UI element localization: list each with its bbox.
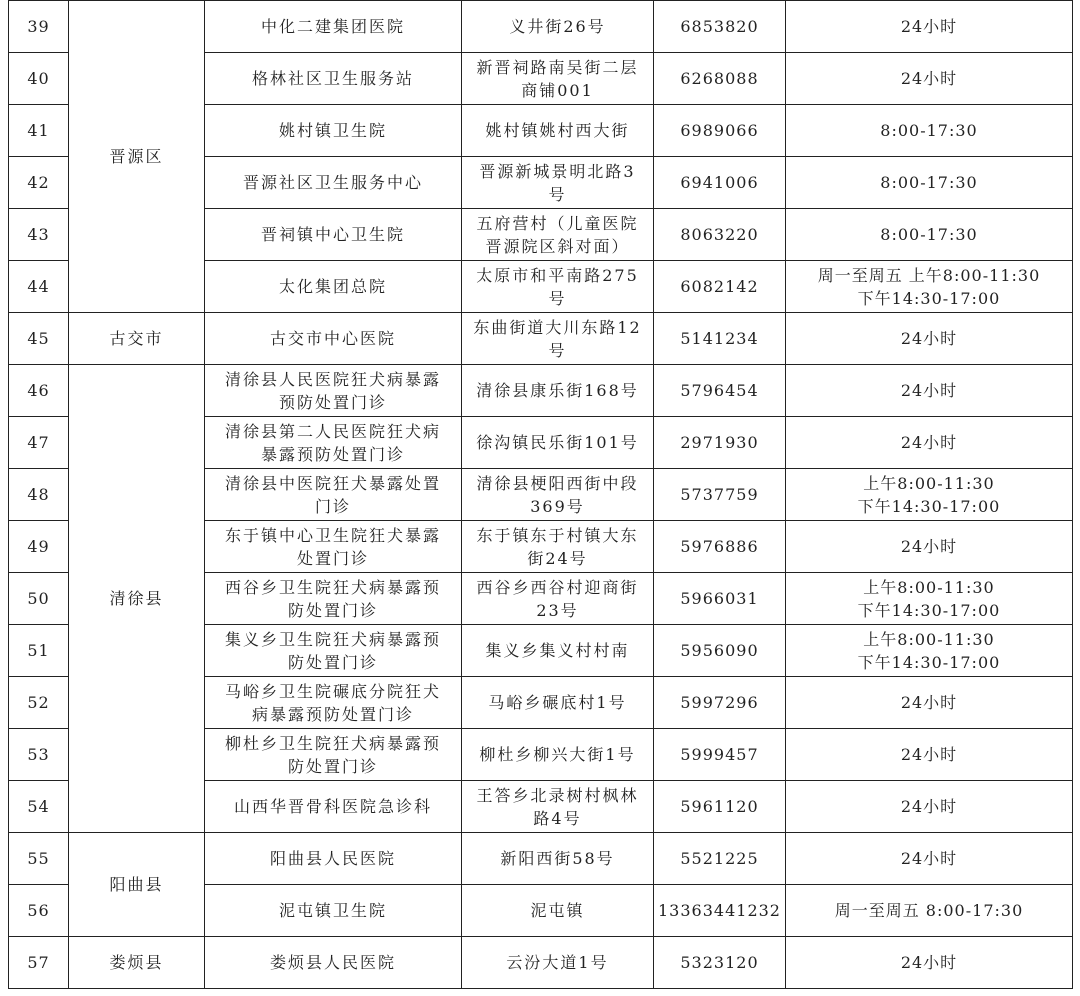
hours-cell xyxy=(786,781,1073,833)
hours-cell xyxy=(786,833,1073,885)
hours-cell xyxy=(786,677,1073,729)
address-cell-line: 晋源院区斜对面） xyxy=(485,236,630,256)
hours-cell xyxy=(786,625,1073,677)
phone-cell: 6941006 xyxy=(654,157,786,209)
hospital-name-line: 阳曲县人民医院 xyxy=(269,849,396,868)
hours-cell xyxy=(786,209,1073,261)
address-cell-line: 西谷乡西谷村迎商街 xyxy=(476,577,639,597)
hours-cell-line: 周一至周五 8:00-17:30 xyxy=(834,901,1024,920)
phone-cell: 5997296 xyxy=(654,677,786,729)
hours-cell-line: 下午14:30-17:00 xyxy=(857,288,1001,308)
phone-cell: 5999457 xyxy=(654,729,786,781)
hospital-name-line: 集义乡卫生院狂犬病暴露预 xyxy=(224,629,441,649)
row-number: 43 xyxy=(9,209,69,261)
hospital-name-line: 晋源社区卫生服务中心 xyxy=(242,173,423,192)
hospital-name xyxy=(205,157,462,209)
hospital-name-line: 太化集团总院 xyxy=(278,277,387,296)
hours-cell-line: 24小时 xyxy=(900,849,958,868)
hospital-name-line: 清徐县人民医院狂犬病暴露 xyxy=(224,369,441,389)
address-cell-line: 新阳西街58号 xyxy=(500,849,615,868)
address-cell-line: 云汾大道1号 xyxy=(506,953,609,972)
hospital-name-line: 娄烦县人民医院 xyxy=(269,953,396,972)
district-cell: 清徐县 xyxy=(69,365,205,833)
district-cell: 娄烦县 xyxy=(69,937,205,989)
address-cell-line: 晋源新城景明北路3 xyxy=(479,161,636,181)
address-cell xyxy=(462,313,654,365)
row-number: 41 xyxy=(9,105,69,157)
hospital-name xyxy=(205,1,462,53)
address-cell-line: 号 xyxy=(548,184,567,204)
hours-cell-line: 上午8:00-11:30 xyxy=(863,473,995,493)
address-cell-line: 马峪乡碾底村1号 xyxy=(488,693,627,712)
hours-cell-line: 24小时 xyxy=(900,17,958,36)
hours-cell xyxy=(786,105,1073,157)
table-row xyxy=(9,937,1073,989)
hours-cell-line: 24小时 xyxy=(900,745,958,764)
hospital-name-line: 清徐县第二人民医院狂犬病 xyxy=(224,421,441,441)
hospital-name xyxy=(205,937,462,989)
hours-cell xyxy=(786,885,1073,937)
row-number: 54 xyxy=(9,781,69,833)
address-cell-line: 东曲街道大川东路12 xyxy=(473,317,642,337)
address-cell-line: 369号 xyxy=(530,496,585,516)
hospital-name-line: 预防处置门诊 xyxy=(278,392,387,412)
address-cell-line: 23号 xyxy=(536,600,579,620)
table-row xyxy=(9,313,1073,365)
hours-cell xyxy=(786,937,1073,989)
row-number: 39 xyxy=(9,1,69,53)
address-cell-line: 柳杜乡柳兴大街1号 xyxy=(479,745,636,764)
address-cell xyxy=(462,573,654,625)
address-cell-line: 东于镇东于村镇大东 xyxy=(476,525,639,545)
hours-cell xyxy=(786,417,1073,469)
address-cell-line: 号 xyxy=(548,288,567,308)
address-cell xyxy=(462,53,654,105)
row-number: 50 xyxy=(9,573,69,625)
table-row xyxy=(9,833,1073,885)
phone-cell: 5323120 xyxy=(654,937,786,989)
row-number: 55 xyxy=(9,833,69,885)
hospital-name-line: 处置门诊 xyxy=(296,548,369,568)
hospital-name-line: 马峪乡卫生院碾底分院狂犬 xyxy=(224,681,441,701)
address-cell-line: 新晋祠路南吴街二层 xyxy=(476,57,639,77)
hours-cell xyxy=(786,261,1073,313)
address-cell xyxy=(462,677,654,729)
row-number: 52 xyxy=(9,677,69,729)
address-cell-line: 王答乡北录树村枫林 xyxy=(476,785,639,805)
phone-cell: 5966031 xyxy=(654,573,786,625)
address-cell-line: 街24号 xyxy=(527,548,588,568)
address-cell-line: 姚村镇姚村西大街 xyxy=(485,121,630,140)
address-cell xyxy=(462,729,654,781)
row-number: 47 xyxy=(9,417,69,469)
hospital-name xyxy=(205,417,462,469)
phone-cell: 6082142 xyxy=(654,261,786,313)
hours-cell-line: 24小时 xyxy=(900,537,958,556)
hospital-name xyxy=(205,885,462,937)
address-cell xyxy=(462,105,654,157)
hospital-name xyxy=(205,209,462,261)
phone-cell: 13363441232 xyxy=(654,885,786,937)
hospital-name xyxy=(205,313,462,365)
address-cell-line: 集义乡集义村村南 xyxy=(485,641,630,660)
hospital-name xyxy=(205,573,462,625)
address-cell xyxy=(462,209,654,261)
hospital-name xyxy=(205,105,462,157)
hours-cell-line: 下午14:30-17:00 xyxy=(857,652,1001,672)
address-cell-line: 号 xyxy=(548,340,567,360)
address-cell xyxy=(462,157,654,209)
address-cell-line: 清徐县梗阳西街中段 xyxy=(476,473,639,493)
hours-cell-line: 8:00-17:30 xyxy=(880,121,978,140)
address-cell-line: 徐沟镇民乐街101号 xyxy=(476,433,639,452)
address-cell xyxy=(462,417,654,469)
phone-cell: 2971930 xyxy=(654,417,786,469)
hours-cell-line: 24小时 xyxy=(900,69,958,88)
address-cell xyxy=(462,469,654,521)
hospital-name-line: 中化二建集团医院 xyxy=(260,17,405,36)
hours-cell-line: 8:00-17:30 xyxy=(880,225,978,244)
hospital-name-line: 古交市中心医院 xyxy=(269,329,396,348)
hours-cell-line: 24小时 xyxy=(900,797,958,816)
hours-cell xyxy=(786,521,1073,573)
address-cell xyxy=(462,625,654,677)
hospital-name xyxy=(205,833,462,885)
table-row xyxy=(9,1,1073,53)
address-cell xyxy=(462,261,654,313)
phone-cell: 6989066 xyxy=(654,105,786,157)
hospital-name xyxy=(205,677,462,729)
hours-cell-line: 下午14:30-17:00 xyxy=(857,496,1001,516)
hours-cell-line: 下午14:30-17:00 xyxy=(857,600,1001,620)
row-number: 49 xyxy=(9,521,69,573)
phone-cell: 5737759 xyxy=(654,469,786,521)
hours-cell-line: 24小时 xyxy=(900,329,958,348)
row-number: 51 xyxy=(9,625,69,677)
phone-cell: 5976886 xyxy=(654,521,786,573)
hospital-name xyxy=(205,625,462,677)
hours-cell-line: 24小时 xyxy=(900,381,958,400)
row-number: 56 xyxy=(9,885,69,937)
phone-cell: 5521225 xyxy=(654,833,786,885)
address-cell xyxy=(462,937,654,989)
hours-cell xyxy=(786,313,1073,365)
hospital-name-line: 清徐县中医院狂犬暴露处置 xyxy=(224,473,441,493)
hospital-name xyxy=(205,729,462,781)
hours-cell xyxy=(786,157,1073,209)
clinic-table xyxy=(8,0,1073,989)
hours-cell xyxy=(786,53,1073,105)
row-number: 48 xyxy=(9,469,69,521)
address-cell-line: 太原市和平南路275 xyxy=(476,265,639,285)
hours-cell xyxy=(786,1,1073,53)
phone-cell: 8063220 xyxy=(654,209,786,261)
hospital-name-line: 山西华晋骨科医院急诊科 xyxy=(233,797,432,816)
row-number: 57 xyxy=(9,937,69,989)
hours-cell xyxy=(786,729,1073,781)
hours-cell xyxy=(786,469,1073,521)
hospital-name-line: 防处置门诊 xyxy=(287,756,378,776)
row-number: 46 xyxy=(9,365,69,417)
hours-cell-line: 24小时 xyxy=(900,433,958,452)
address-cell-line: 商铺001 xyxy=(521,80,594,100)
hospital-name-line: 病暴露预防处置门诊 xyxy=(251,704,414,724)
hospital-name xyxy=(205,521,462,573)
district-cell: 晋源区 xyxy=(69,1,205,313)
hospital-name xyxy=(205,469,462,521)
row-number: 44 xyxy=(9,261,69,313)
hospital-name-line: 暴露预防处置门诊 xyxy=(260,444,405,464)
hours-cell xyxy=(786,573,1073,625)
row-number: 53 xyxy=(9,729,69,781)
hours-cell-line: 8:00-17:30 xyxy=(880,173,978,192)
address-cell-line: 义井街26号 xyxy=(509,17,606,36)
hours-cell-line: 上午8:00-11:30 xyxy=(863,577,995,597)
address-cell xyxy=(462,781,654,833)
hospital-name xyxy=(205,261,462,313)
address-cell-line: 泥屯镇 xyxy=(530,901,585,920)
address-cell-line: 清徐县康乐街168号 xyxy=(476,381,639,400)
phone-cell: 5796454 xyxy=(654,365,786,417)
hours-cell xyxy=(786,365,1073,417)
address-cell xyxy=(462,521,654,573)
district-cell: 古交市 xyxy=(69,313,205,365)
phone-cell: 5956090 xyxy=(654,625,786,677)
address-cell xyxy=(462,885,654,937)
hours-cell-line: 24小时 xyxy=(900,953,958,972)
phone-cell: 6853820 xyxy=(654,1,786,53)
address-cell-line: 路4号 xyxy=(533,808,582,828)
hospital-name-line: 柳杜乡卫生院狂犬病暴露预 xyxy=(224,733,441,753)
row-number: 45 xyxy=(9,313,69,365)
hours-cell-line: 24小时 xyxy=(900,693,958,712)
hospital-name xyxy=(205,781,462,833)
phone-cell: 5961120 xyxy=(654,781,786,833)
address-cell-line: 五府营村（儿童医院 xyxy=(476,213,639,233)
hospital-name-line: 姚村镇卫生院 xyxy=(278,121,387,140)
hours-cell-line: 上午8:00-11:30 xyxy=(863,629,995,649)
hospital-name-line: 防处置门诊 xyxy=(287,600,378,620)
table-body xyxy=(9,1,1073,989)
phone-cell: 5141234 xyxy=(654,313,786,365)
hospital-name-line: 泥屯镇卫生院 xyxy=(278,901,387,920)
hospital-name-line: 格林社区卫生服务站 xyxy=(251,69,414,88)
hospital-name xyxy=(205,53,462,105)
row-number: 40 xyxy=(9,53,69,105)
hospital-name-line: 门诊 xyxy=(314,496,351,516)
phone-cell: 6268088 xyxy=(654,53,786,105)
address-cell xyxy=(462,833,654,885)
hospital-name-line: 东于镇中心卫生院狂犬暴露 xyxy=(224,525,441,545)
hospital-name-line: 西谷乡卫生院狂犬病暴露预 xyxy=(224,577,441,597)
hospital-name-line: 防处置门诊 xyxy=(287,652,378,672)
address-cell xyxy=(462,365,654,417)
address-cell xyxy=(462,1,654,53)
table-row xyxy=(9,365,1073,417)
district-cell: 阳曲县 xyxy=(69,833,205,937)
row-number: 42 xyxy=(9,157,69,209)
hospital-name-line: 晋祠镇中心卫生院 xyxy=(260,225,405,244)
hours-cell-line: 周一至周五 上午8:00-11:30 xyxy=(817,265,1041,285)
hospital-name xyxy=(205,365,462,417)
